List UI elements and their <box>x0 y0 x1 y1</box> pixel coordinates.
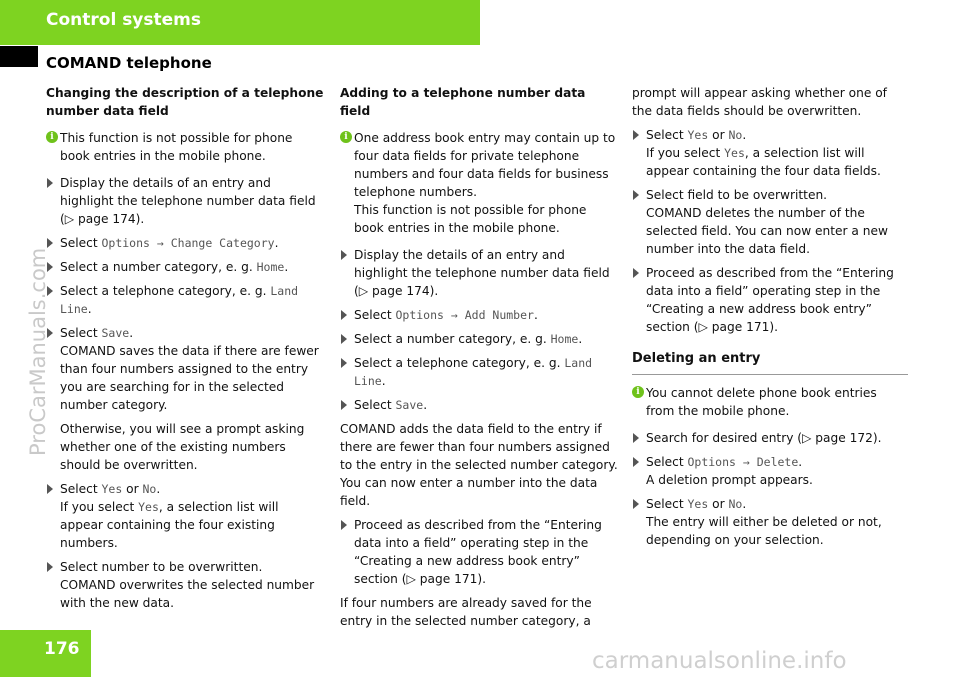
arrow-bullet-icon <box>633 268 639 278</box>
paragraph: If four numbers are already saved for the entry in the selected number category, a <box>340 596 592 628</box>
menu-option: Save <box>101 326 130 340</box>
menu-option: No <box>728 128 743 142</box>
step-result: A deletion prompt appears. <box>646 473 813 487</box>
step-result: The entry will either be deleted or not, depending on your selection. <box>646 515 882 547</box>
step-text: Select <box>60 326 102 340</box>
info-icon: i <box>340 131 352 143</box>
step <box>340 246 618 300</box>
paragraph: prompt will appear asking whether one of the data fields should be overwritten. <box>632 86 887 118</box>
menu-option: Yes <box>687 497 709 511</box>
step-text: Select <box>354 308 396 322</box>
heading-change-description: Changing the description of a telephone number data field <box>46 86 324 118</box>
arrow-bullet-icon <box>47 262 53 272</box>
step-result: If you select <box>60 500 139 514</box>
heading-add-number: Adding to a telephone number data field <box>340 86 586 118</box>
step-text: . <box>284 260 289 274</box>
menu-path: Options → Change Category <box>101 236 275 250</box>
step-text: Select a number category, e. g. <box>354 332 551 346</box>
step-text: Proceed as described from the “Entering data into a field” operating step in the “Creating a new address book entry” section (▷ page 171). <box>354 518 602 586</box>
step-result: If you select <box>646 146 725 160</box>
step-text: Select field to be overwritten. <box>646 188 828 202</box>
section-title: COMAND telephone <box>46 54 212 72</box>
info-text: This function is not possible for phone book entries in the mobile phone. <box>354 203 587 235</box>
arrow-bullet-icon <box>47 238 53 248</box>
arrow-bullet-icon <box>633 499 639 509</box>
page-reference: (▷ page 174). <box>60 212 145 226</box>
step <box>340 330 618 348</box>
arrow-bullet-icon <box>47 562 53 572</box>
menu-path: Options → Delete <box>687 455 799 469</box>
arrow-bullet-icon <box>47 484 53 494</box>
step-text: . <box>423 398 428 412</box>
step <box>632 264 908 336</box>
step-text: Proceed as described from the “Entering data into a field” operating step in the “Creating a new address book entry” section (▷ page 171). <box>646 266 894 334</box>
info-note <box>340 129 618 237</box>
step <box>46 324 324 414</box>
menu-option: Home <box>256 260 285 274</box>
step-text: or <box>708 128 729 142</box>
arrow-bullet-icon <box>341 334 347 344</box>
arrow-bullet-icon <box>47 328 53 338</box>
step-result: COMAND overwrites the selected number with the new data. <box>60 578 315 610</box>
step-text: Select a telephone category, e. g. <box>354 356 565 370</box>
menu-option: Yes <box>101 482 123 496</box>
step-text: . <box>274 236 279 250</box>
info-icon: i <box>632 386 644 398</box>
menu-option: Land Line <box>60 284 299 316</box>
step-text: . <box>129 326 134 340</box>
step-text: Select a number category, e. g. <box>60 260 257 274</box>
step-text: . <box>87 302 92 316</box>
step-result: COMAND deletes the number of the selected field. You can now enter a new number into the data field. <box>646 206 888 256</box>
step-text: or <box>122 482 143 496</box>
info-icon: i <box>46 131 58 143</box>
step <box>46 558 324 612</box>
step-text: . <box>533 308 538 322</box>
column-1 <box>46 84 324 618</box>
side-watermark-text: ProCarManuals.com <box>26 247 50 456</box>
step-text: . <box>578 332 583 346</box>
page-number: 176 <box>44 639 80 659</box>
step <box>632 495 908 549</box>
step <box>632 429 908 447</box>
footer-watermark: carmanualsonline.info <box>592 648 847 674</box>
step-text: Select <box>646 497 688 511</box>
arrow-bullet-icon <box>341 310 347 320</box>
step <box>632 453 908 489</box>
step <box>46 282 324 318</box>
step-text: Select <box>60 482 102 496</box>
arrow-bullet-icon <box>633 433 639 443</box>
info-text: This function is not possible for phone book entries in the mobile phone. <box>60 131 293 163</box>
menu-option: Save <box>395 398 424 412</box>
menu-option: Yes <box>138 500 159 514</box>
step-text: Select number to be overwritten. <box>60 560 263 574</box>
step-text: Select <box>646 128 688 142</box>
menu-option: Land Line <box>354 356 593 388</box>
step-text: . <box>742 497 747 511</box>
step <box>340 354 618 390</box>
step <box>46 174 324 228</box>
step <box>340 396 618 414</box>
info-note <box>46 129 324 165</box>
step-text: Select <box>60 236 102 250</box>
step-text: . <box>742 128 747 142</box>
step-text: Select a telephone category, e. g. <box>60 284 271 298</box>
arrow-bullet-icon <box>341 520 347 530</box>
step <box>340 306 618 324</box>
header-title: Control systems <box>46 10 202 30</box>
arrow-bullet-icon <box>633 457 639 467</box>
arrow-bullet-icon <box>341 400 347 410</box>
menu-option: Yes <box>687 128 709 142</box>
step <box>46 480 324 552</box>
heading-delete-entry: Deleting an entry <box>632 350 908 375</box>
arrow-bullet-icon <box>633 130 639 140</box>
menu-option: Home <box>550 332 579 346</box>
column-3 <box>632 84 908 555</box>
step-result: COMAND saves the data if there are fewer than four numbers assigned to the entry you are searching for in the selected number category. <box>60 344 319 412</box>
arrow-bullet-icon <box>341 358 347 368</box>
column-2 <box>340 84 618 636</box>
menu-path: Options → Add Number <box>395 308 534 322</box>
info-note <box>632 384 908 420</box>
arrow-bullet-icon <box>47 178 53 188</box>
section-marker <box>0 46 38 67</box>
menu-option: Yes <box>724 146 745 160</box>
step-text: Select <box>646 455 688 469</box>
step <box>46 234 324 252</box>
arrow-bullet-icon <box>47 286 53 296</box>
step <box>632 126 908 180</box>
step-text: . <box>381 374 386 388</box>
step-text: . <box>156 482 161 496</box>
step-result: , a selection list will appear containing the four data fields. <box>646 146 881 178</box>
step <box>632 186 908 258</box>
paragraph: COMAND adds the data field to the entry if there are fewer than four numbers assigned to the entry in the selected number category. You can now enter a number into the data field. <box>340 422 618 508</box>
step-text: or <box>708 497 729 511</box>
step-text: Search for desired entry (▷ page 172). <box>646 431 882 445</box>
arrow-bullet-icon <box>341 250 347 260</box>
step <box>46 258 324 276</box>
step-result: , a selection list will appear containing the four existing numbers. <box>60 500 279 550</box>
step-text: . <box>798 455 803 469</box>
step-result: Otherwise, you will see a prompt asking whether one of the existing numbers should be overwritten. <box>60 422 305 472</box>
step-text: Display the details of an entry and highlight the telephone number data field <box>60 176 316 208</box>
info-text: You cannot delete phone book entries from the mobile phone. <box>646 386 877 418</box>
step-text: Select <box>354 398 396 412</box>
info-text: One address book entry may contain up to four data fields for private telephone numbers and four data fields for business telephone numbers. <box>354 131 616 199</box>
step-text: Display the details of an entry and highlight the telephone number data field <box>354 248 610 280</box>
menu-option: No <box>728 497 743 511</box>
menu-option: No <box>142 482 157 496</box>
step <box>340 516 618 588</box>
arrow-bullet-icon <box>633 190 639 200</box>
page-reference: (▷ page 174). <box>354 284 439 298</box>
